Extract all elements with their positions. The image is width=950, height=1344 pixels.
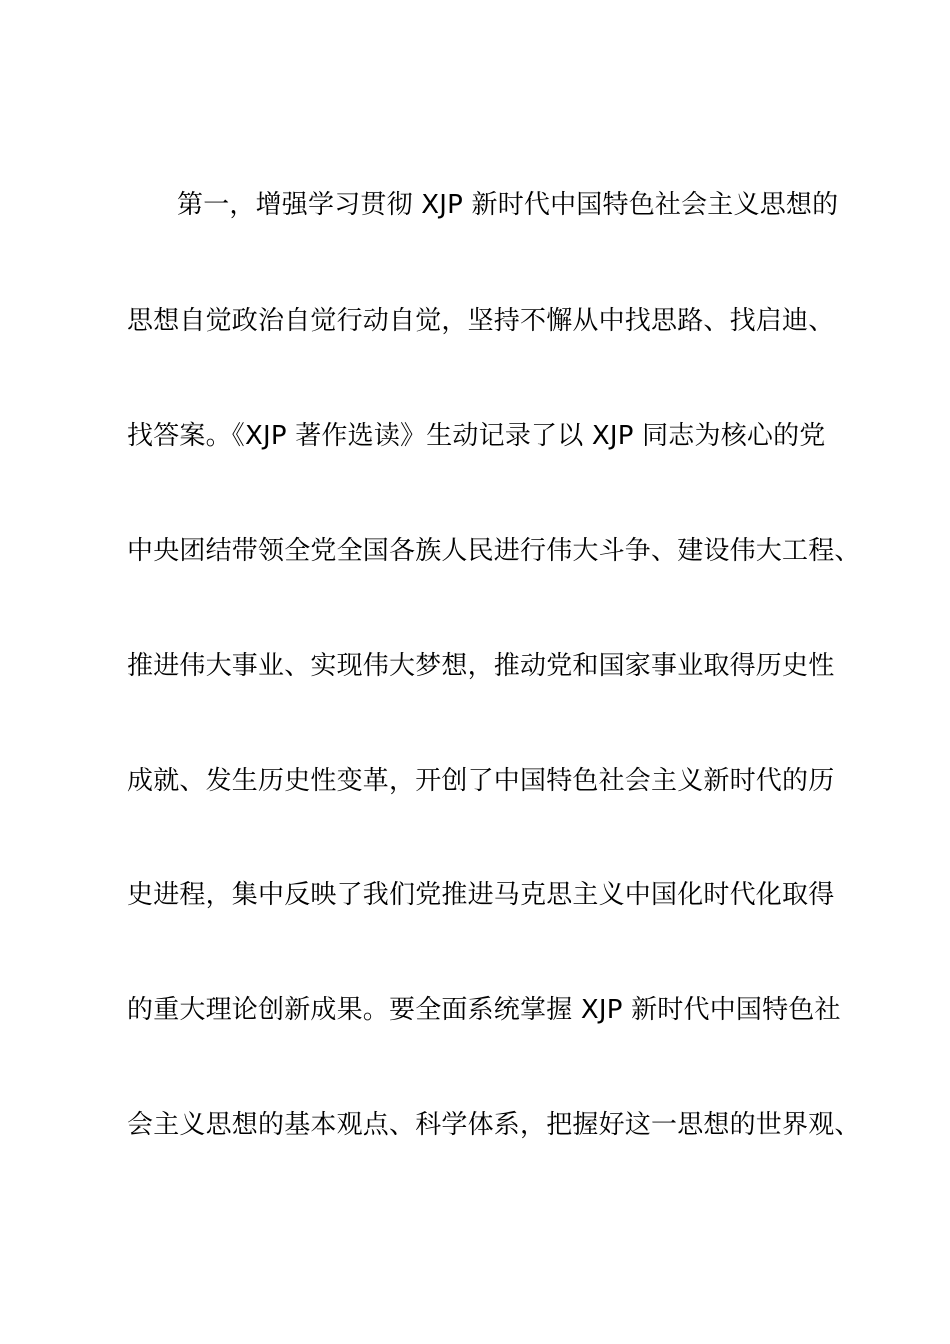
text-line-5: 推进伟大事业、实现伟大梦想，推动党和国家事业取得历史性	[127, 651, 835, 681]
text-line-7: 史进程，集中反映了我们党推进马克思主义中国化时代化取得	[127, 880, 835, 910]
text-line-8: 的重大理论创新成果。要全面系统掌握 XJP 新时代中国特色社	[127, 995, 841, 1025]
text-line-3: 找答案。《XJP 著作选读》生动记录了以 XJP 同志为核心的党	[127, 421, 826, 451]
text-line-9: 会主义思想的基本观点、科学体系，把握好这一思想的世界观、	[127, 1110, 861, 1140]
text-line-6: 成就、发生历史性变革，开创了中国特色社会主义新时代的历	[127, 766, 835, 796]
text-line-2: 思想自觉政治自觉行动自觉，坚持不懈从中找思路、找启迪、	[127, 306, 835, 336]
text-line-1: 第一，增强学习贯彻 XJP 新时代中国特色社会主义思想的	[177, 190, 839, 220]
text-line-4: 中央团结带领全党全国各族人民进行伟大斗争、建设伟大工程、	[127, 536, 861, 566]
